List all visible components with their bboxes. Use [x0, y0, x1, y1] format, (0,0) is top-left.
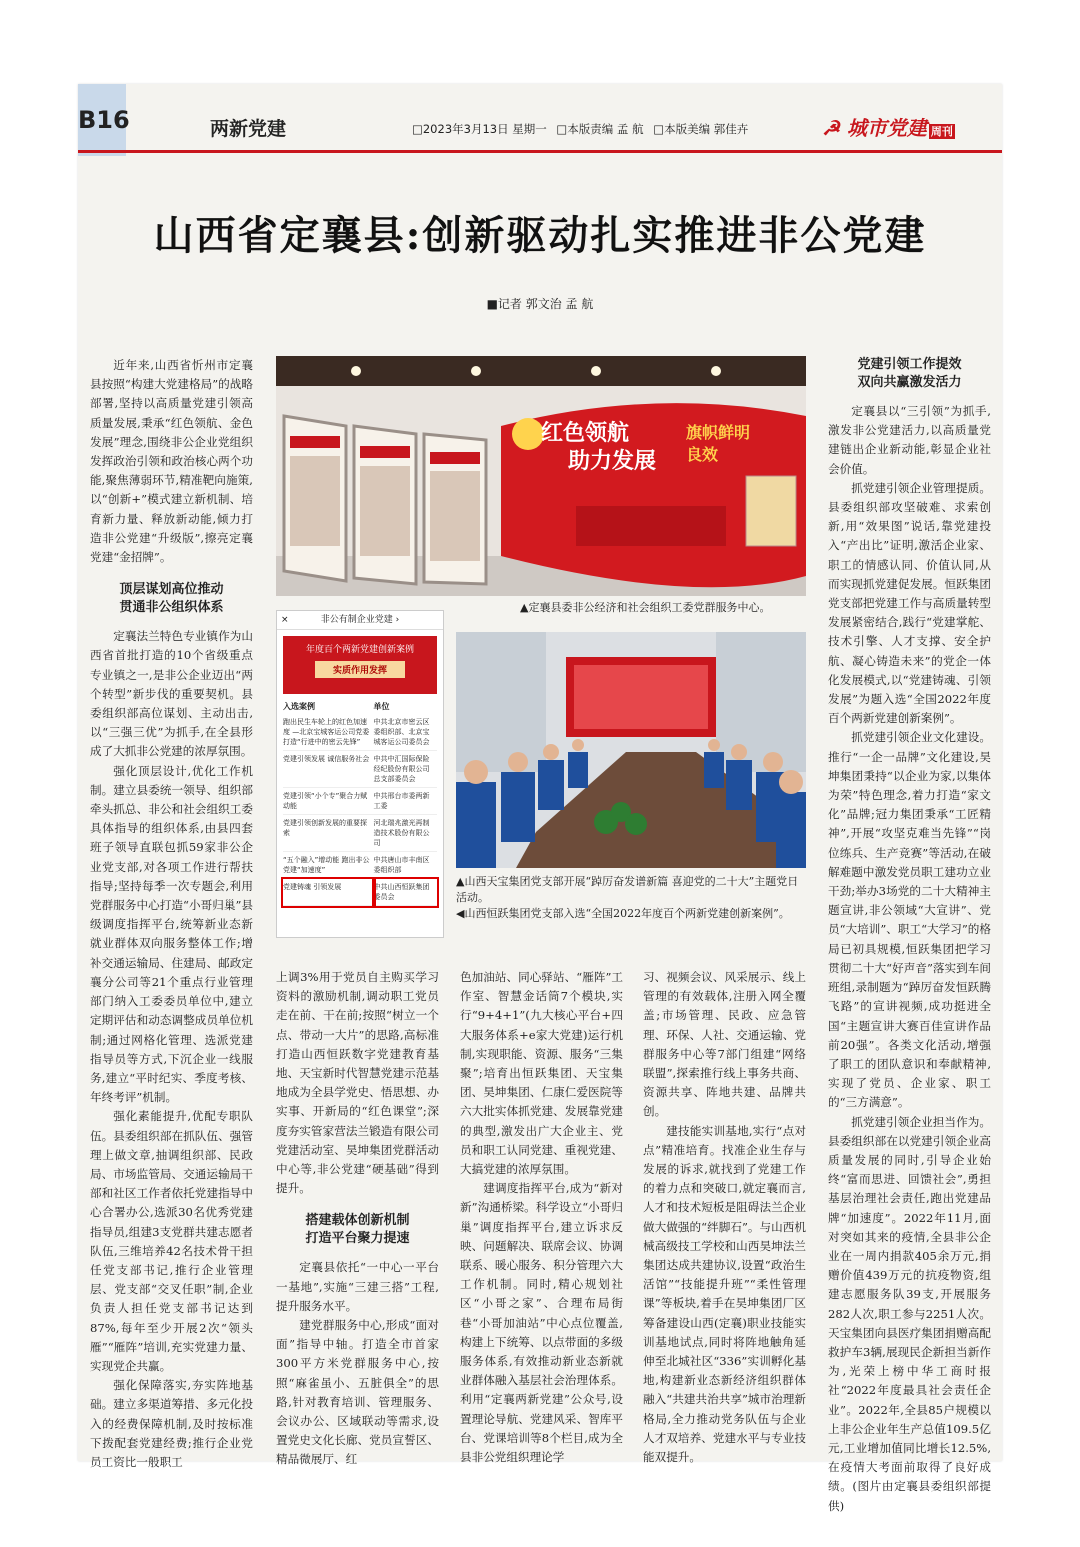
subheading: 顶层谋划高位推动 贯通非公组织体系 [119, 582, 224, 616]
service-center-image [276, 356, 806, 596]
article-byline: ■记者 郭文治 孟 航 [486, 297, 594, 311]
photo-caption-1: ▲定襄县委非公经济和社会组织工委党群服务中心。 [520, 601, 771, 614]
screenshot-title: 非公有制企业党建 › [320, 615, 400, 625]
meeting-image [456, 632, 806, 868]
text-column-1 [90, 356, 253, 1469]
table-row: 党建引领“小个专”聚合力赋动能 中共邢台市委两新工委 [283, 788, 437, 815]
brand-name: 城市党建 [846, 116, 927, 140]
banner-title: 年度百个两新党建创新案例 [305, 645, 414, 655]
table-row-highlighted: 党建铸魂 引领发展 中共山西恒跃集团委员会 [283, 879, 437, 906]
table-row: 党建引领创新发展的重要探索 河北瑞兆激光再制造技术股份有限公司 [283, 815, 437, 852]
party-emblem-icon: ☭ [822, 116, 840, 140]
text-column-4 [643, 968, 806, 1465]
issue-editor: □本版责编 孟 航 [556, 122, 644, 136]
photo-caption-2: ▲山西天宝集团党支部开展“踔厉奋发谱新篇 喜迎党的二十大”主题党日活动。 [456, 875, 799, 904]
case-list-screenshot [276, 610, 444, 938]
wall-slogan-1: 红色领航 [541, 420, 630, 446]
paragraph: 抓党建引领企业文化建设。推行“一企一品牌”文化建设,昊坤集团秉持“以企业为家,以集体为荣”特色理念,着力打造“家文化”品牌;冠力集团秉承“工匠精神”,开展“攻坚克难当先锋”“岗位练兵、生产竞赛”等活动,在破解难题中激发党员职工建功立业干劲;举办3场党的二十大精神主题宣讲,非公领域“大宣讲”、党员“大培训”、职工“大学习”的格局已初具规模,恒跃集团把学习贯彻二十大“好声音”落实到车间班组,录制题为“踔厉奋发恒跃腾飞路”的宣讲视频,成功挺进全国“主题宣讲大赛百佳宣讲作品前20强”。各类文化活动,增强了职工的团队意识和奉献精神,实现了党员、企业家、职工的“三方满意”。 [828, 730, 991, 1110]
table-row: 跑出民生车轮上的红色加速度 —北京宝城客运公司党委打造“行进中的密云先锋” 中共北京市密云区委组织部、北京宝城客运公司委员会 [283, 714, 437, 751]
photo-service-center [276, 356, 806, 596]
text-column-3 [460, 968, 623, 1465]
paragraph: 抓党建引领企业管理提质。县委组织部攻坚破难、求索创新,用“效果图”说话,靠党建投入“产出比”证明,激活企业家、职工的情感认同、价值认同,从而实现抓党建促发展。恒跃集团党支部把党建工作与高质量转型发展紧密结合,践行“党建掌舵、技术引擎、人才支撑、安全护航、凝心铸造未来”的党企一体化发展模式,以“党建铸魂、引领发展”为题入选“全国2022年度百个两新党建创新案例”。 [828, 480, 991, 726]
paragraph: 建调度指挥平台,成为“新对新”沟通桥梁。科学设立“小哥归巢”调度指挥平台,建立诉求反映、问题解决、联席会议、协调联系、暖心服务、积分管理六大工作机制。同时,精心规划社区“小哥之家”、合理布局街巷“小哥加油站”中心点位覆盖,构建上下统筹、以点带面的多级服务体系,有效推动新业态新就业群体融入基层社会治理体系。利用“定襄两新党建”公众号,设置理论导航、党建风采、智库平台、党课培训等8个栏目,成为全县非公党组织理论学 [460, 1181, 623, 1465]
paragraph: 色加油站、同心驿站、“雁阵”工作室、智慧金话筒7个模块,实行“9+4+1”(九大核心平台+四大服务体系+e家大党建)运行机制,实现职能、资源、服务“三集聚”;培育出恒跃集团、天宝集团、昊坤集团、仁康仁爱医院等六大批实体抓党建、发展靠党建的典型,激发出广大企业主、党员和职工认同党建、重视党建、大搞党建的浓厚氛围。 [460, 970, 623, 1177]
issue-date: □2023年3月13日 星期一 [412, 122, 547, 136]
wall-slogan-2: 助力发展 [568, 448, 657, 474]
paragraph: 建技能实训基地,实行“点对点”精准培育。找准企业生存与发展的诉求,就找到了党建工作的着力点和突破口,就定襄而言,人才和技术短板是阻碍法兰企业做大做强的“绊脚石”。与山西机械高级技工学校和山西昊坤法兰集团达成共建协议,设置“政治生活馆”“技能提升班”“柔性管理课”等板块,着手在昊坤集团厂区筹备建设山西(定襄)职业技能实训基地试点,同时将阵地触角延伸至北城社区“336”实训孵化基地,构建新业态新经济组织群体融入“共建共治共享”城市治理新格局,全力推动党务队伍与企业人才双培养、党建水平与专业技能双提升。 [643, 1123, 806, 1465]
table-row: 党建引领发展 诚信服务社会 中共中汇国际保险经纪股份有限公司总支部委员会 [283, 751, 437, 788]
section-name: 两新党建 [210, 118, 287, 140]
paragraph: 定襄县依托“一中心一平台一基地”,实施“三建三搭”工程,提升服务水平。 [276, 1260, 439, 1313]
screenshot-header [277, 611, 443, 630]
article-title: 山西省定襄县:创新驱动扎实推进非公党建 [153, 212, 927, 259]
paragraph: 习、视频会议、风采展示、线上管理的有效载体,注册入网全覆盖;市场管理、民政、应急管理、环保、人社、交通运输、党群服务中心等7部门组建“网络联盟”,探索推行线上事务共商、资源共享、阵地共建、品牌共创。 [643, 970, 806, 1119]
masthead-logo [822, 112, 955, 141]
paragraph: 强化顶层设计,优化工作机制。建立县委统一领导、组织部牵头抓总、非公和社会组织工委具体指导的组织体系,由县四套班子领导直联包抓59家非公企业党支部,对各项工作进行帮扶指导;坚持每季一次专题会,利用党群服务中心打造“小哥归巢”县级调度指挥平台,统筹新业态新就业群体双向服务整体工作;增补交通运输局、住建局、邮政定襄分公司等21个重点行业管理部门纳入工委委员单位中,建立定期评估和动态调整成员单位机制;通过网格化管理、选派党建指导员等方式,下沉企业一线服务,建立“平时纪实、季度考核、年终考评”机制。 [90, 763, 253, 1105]
paragraph: 定襄县以“三引领”为抓手,激发非公党建活力,以高质量党建链出企业新动能,彰显企业社会价值。 [828, 404, 991, 476]
paragraph: 强化保障落实,夯实阵地基础。建立多渠道筹措、多元化投入的经费保障机制,及时按标准下拨配套党建经费;推行企业党员工资比一般职工 [90, 1378, 253, 1469]
case-table [283, 700, 437, 906]
text-column-2 [276, 968, 439, 1467]
issue-designer: □本版美编 郭佳卉 [653, 122, 749, 136]
screenshot-banner [283, 636, 437, 694]
paragraph: 定襄法兰特色专业镇作为山西省首批打造的10个省级重点专业镇之一,是非公企业迈出“两个转型”新步伐的重要契机。县委组织部高位谋划、主动出击,以“三强三优”为抓手,在全县形成了大抓非公党建的浓厚氛围。 [90, 629, 253, 759]
paragraph: 近年来,山西省忻州市定襄县按照“构建大党建格局”的战略部署,坚持以高质量党建引领高质量发展,秉承“红色领航、金色发展”理念,围绕非公企业党组织发挥政治引领和政治核心两个功能,聚焦薄弱环节,精准靶向施策,以“创新+”模式建立新机制、培育新力量、释放新动能,倾力打造非公党建“升级版”,擦亮定襄党建“金招牌”。 [90, 358, 253, 565]
table-row: “五个融入”增动能 跑出非公党建“加速度” 中共唐山市丰南区委组织部 [283, 852, 437, 879]
brand-sub: 周刊 [930, 125, 953, 138]
close-icon: × [281, 615, 289, 625]
column-header-case: 入选案例 [283, 702, 315, 711]
wall-slogan-4: 良效 [686, 445, 719, 464]
page-number: B16 [78, 106, 130, 134]
subheading: 党建引领工作提效 双向共赢激发活力 [857, 357, 962, 390]
photo-caption-3: ◀山西恒跃集团党支部入选“全国2022年度百个两新党建创新案例”。 [456, 907, 790, 920]
header-rule [78, 150, 1002, 153]
paragraph: 上调3%用于党员自主购买学习资料的激励机制,调动职工党员走在前、干在前;按照“树立一个点、带动一大片”的思路,高标准打造山西恒跃数字党建教育基地、天宝新时代智慧党建示范基地成为全县学党史、悟思想、办实事、开新局的“红色课堂”;深度夯实管家营法兰锻造有限公司党建活动室、昊坤集团党群活动中心等,非公党建“硬基础”得到提升。 [276, 970, 439, 1196]
wall-slogan-3: 旗帜鲜明 [686, 423, 751, 442]
column-header-unit: 单位 [373, 702, 390, 711]
paragraph: 强化素能提升,优配专职队伍。县委组织部在抓队伍、强管理上做文章,抽调组织部、民政局、市场监管局、交通运输局干部和社区工作者依托党建指导中心合署办公,选派30名优秀党建指导员,组建3支党群共建志愿者队伍,三维培养42名技术骨干担任党支部书记,推行企业管理层、党支部“交叉任职”制,企业负责人担任党支部书记达到87%,每年至少开展2次“领头雁”“雁阵”培训,充实党建力量、实现党企共赢。 [90, 1109, 253, 1373]
paragraph: 抓党建引领企业担当作为。县委组织部在以党建引领企业高质量发展的同时,引导企业始终“富而思进、回馈社会”,勇担基层治理社会责任,跑出党建品牌“加速度”。2022年11月,面对突如其来的疫情,全县非公企业在一周内捐款405余万元,捐赠价值439万元的抗疫物资,组建志愿服务队39支,开展服务282人次,职工参与2251人次。天宝集团向县医疗集团捐赠高配救护车3辆,展现民企新担当新作为,光荣上榜中华工商时报社“2022年度最具社会责任企业”。2022年,全县85户规模以上非公企业年生产总值109.5亿元,工业增加值同比增长12.5%,在疫情大考面前取得了良好成绩。(图片由定襄县委组织部提供) [828, 1114, 991, 1513]
subheading: 搭建载体创新机制 打造平台聚力提速 [305, 1213, 410, 1247]
paragraph: 建党群服务中心,形成“面对面”指导中轴。打造全市首家300平方米党群服务中心,按照“麻雀虽小、五脏俱全”的思路,针对教育培训、管理服务、会议办公、区域联动等需求,设置党史文化长廊、党员宣誓区、精品微展厅、红 [276, 1318, 439, 1467]
photo-meeting [456, 632, 806, 868]
issue-meta [412, 121, 754, 137]
page-number-tab [78, 84, 130, 156]
text-column-5 [828, 340, 991, 1513]
banner-tag: 实质作用发挥 [315, 661, 405, 678]
